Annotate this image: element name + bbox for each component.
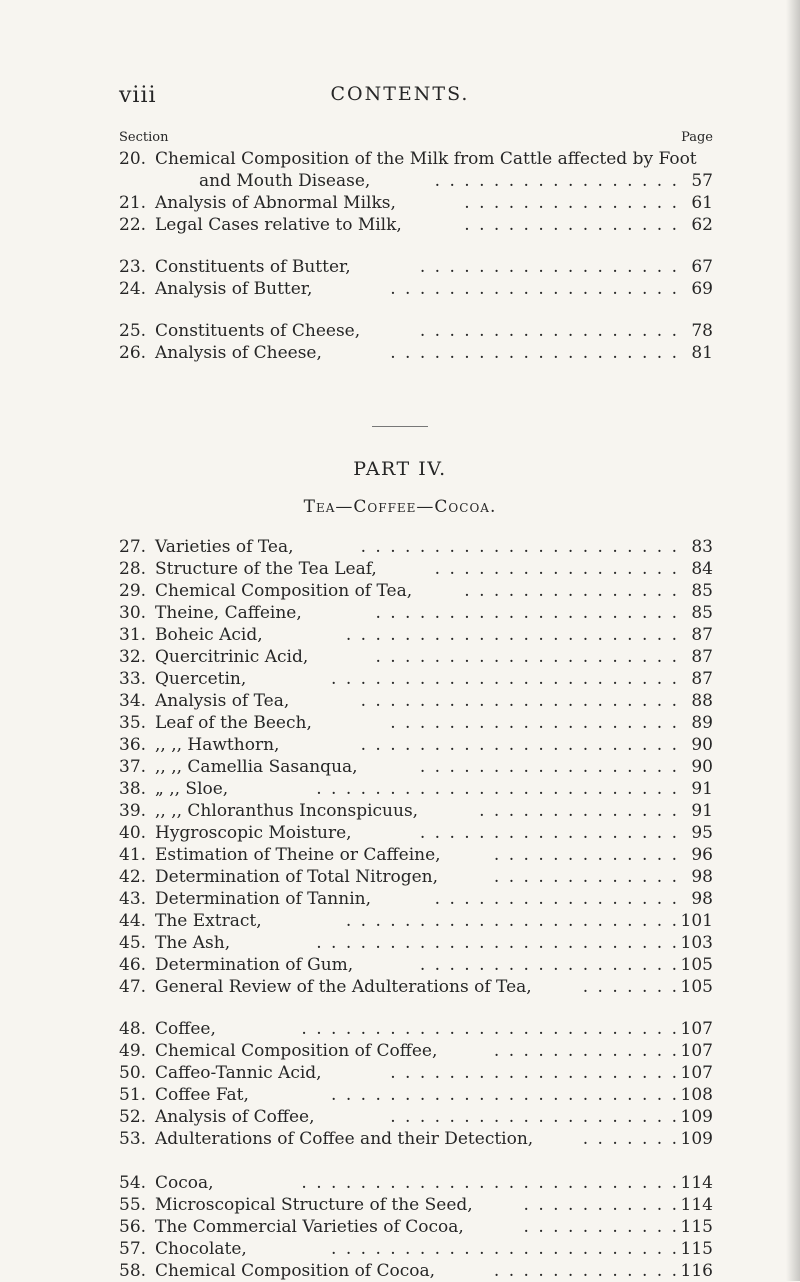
toc-entry [119, 602, 713, 624]
section-divider [372, 426, 428, 427]
entry-title: Coffee Fat, [155, 1085, 249, 1105]
entry-page-number: 87 [691, 625, 713, 645]
entry-title: Quercitrinic Acid, [155, 647, 309, 667]
dot-leader: . . . . . . . . . . . . . . . . . . . . . [375, 647, 679, 667]
toc-entry [119, 712, 713, 734]
toc-entry [119, 888, 713, 910]
entry-page-number: 115 [680, 1217, 713, 1237]
entry-title: Analysis of Butter, [155, 279, 313, 299]
entry-number: 55. [119, 1195, 147, 1215]
toc-entry [119, 1194, 713, 1216]
entry-number: 48. [119, 1019, 147, 1039]
entry-title: Constituents of Butter, [155, 257, 351, 277]
entry-page-number: 84 [691, 559, 713, 579]
toc-entry [119, 1040, 713, 1062]
entry-number: 44. [119, 911, 147, 931]
entry-number: 43. [119, 889, 147, 909]
entry-number: 50. [119, 1063, 147, 1083]
entry-page-number: 90 [691, 757, 713, 777]
entry-title: Determination of Tannin, [155, 889, 371, 909]
toc-entry [119, 1172, 713, 1194]
entry-page-number: 116 [680, 1261, 713, 1281]
dot-leader: . . . . . . . . . . . . . . . . . . . . . . . [345, 625, 679, 645]
entry-title: Microscopical Structure of the Seed, [155, 1195, 473, 1215]
entry-number: 31. [119, 625, 147, 645]
entry-title: Quercetin, [155, 669, 247, 689]
entry-page-number: 87 [691, 669, 713, 689]
entry-title: Chocolate, [155, 1239, 247, 1259]
entry-number: 58. [119, 1261, 147, 1281]
entry-title: The Ash, [155, 933, 231, 953]
toc-entry [119, 954, 713, 976]
entry-page-number: 114 [680, 1173, 713, 1193]
dot-leader: . . . . . . . . . . . . . . . . . . . . . . . . [331, 1239, 679, 1259]
toc-entry [119, 1238, 713, 1260]
entry-page-number: 107 [680, 1019, 713, 1039]
entry-title: Determination of Gum, [155, 955, 354, 975]
dot-leader: . . . . . . . . . . . . . . . . . [434, 559, 679, 579]
toc-entry [119, 866, 713, 888]
entry-title: Chemical Composition of the Milk from Cattle affected by Foot [155, 149, 697, 169]
dot-leader: . . . . . . . . . . . . . . . . . [434, 889, 679, 909]
dot-leader: . . . . . . . . . . . . . . . . . . . . [390, 1107, 679, 1127]
toc-entry [119, 148, 713, 192]
entry-title: Hygroscopic Moisture, [155, 823, 352, 843]
entry-number: 26. [119, 343, 147, 363]
toc-entry [119, 822, 713, 844]
part-title: PART IV. [353, 458, 447, 480]
entry-page-number: 91 [691, 801, 713, 821]
entry-page-number: 98 [691, 889, 713, 909]
entry-page-number: 98 [691, 867, 713, 887]
toc-entry [119, 536, 713, 558]
toc-entry [119, 558, 713, 580]
dot-leader: . . . . . . . . . . . . . [493, 845, 679, 865]
toc-entry [119, 932, 713, 954]
entry-title: ,, ,, Hawthorn, [155, 735, 280, 755]
entry-title: Boheic Acid, [155, 625, 263, 645]
toc-entry [119, 278, 713, 300]
dot-leader: . . . . . . . . . . . . . . . [464, 581, 679, 601]
dot-leader: . . . . . . . . . . . . . . . . . . [419, 955, 679, 975]
toc-entry [119, 1084, 713, 1106]
entry-page-number: 105 [680, 977, 713, 997]
entry-page-number: 88 [691, 691, 713, 711]
dot-leader: . . . . . . . . . . . [523, 1217, 679, 1237]
toc-entry [119, 910, 713, 932]
entry-number: 39. [119, 801, 147, 821]
toc-entry [119, 668, 713, 690]
entry-number: 54. [119, 1173, 147, 1193]
toc-entry [119, 214, 713, 236]
entry-number: 34. [119, 691, 147, 711]
toc-entry [119, 256, 713, 278]
dot-leader: . . . . . . . . . . . . . [493, 1261, 679, 1281]
toc-entry [119, 192, 713, 214]
toc-entry [119, 976, 713, 998]
toc-entry [119, 734, 713, 756]
dot-leader: . . . . . . . . . . . . . . . . . . . . . . [360, 735, 679, 755]
entry-page-number: 57 [691, 171, 713, 191]
entry-number: 35. [119, 713, 147, 733]
entry-page-number: 103 [680, 933, 713, 953]
page-number: viii [119, 83, 157, 108]
entry-page-number: 85 [691, 603, 713, 623]
entry-title: Varieties of Tea, [155, 537, 294, 557]
dot-leader: . . . . . . . . . . . . . . . . . . . . . [375, 603, 679, 623]
page-edge-shadow [786, 0, 800, 1281]
section-column-label: Section [119, 130, 169, 145]
entry-number: 36. [119, 735, 147, 755]
entry-number: 20. [119, 149, 147, 169]
entry-title: Constituents of Cheese, [155, 321, 361, 341]
entry-title: Legal Cases relative to Milk, [155, 215, 402, 235]
entry-title: Determination of Total Nitrogen, [155, 867, 438, 887]
dot-leader: . . . . . . . . . . . . . . . [464, 215, 679, 235]
entry-page-number: 85 [691, 581, 713, 601]
toc-entry [119, 624, 713, 646]
entry-number: 27. [119, 537, 147, 557]
entry-number: 38. [119, 779, 147, 799]
page-header [0, 83, 800, 123]
entry-number: 37. [119, 757, 147, 777]
toc-entry [119, 320, 713, 342]
dot-leader: . . . . . . . . . . . . . . . [464, 193, 679, 213]
column-labels [119, 130, 713, 148]
entry-number: 41. [119, 845, 147, 865]
dot-leader: . . . . . . . . . . . . . . . . . . . . . . . [345, 911, 679, 931]
entry-number: 51. [119, 1085, 147, 1105]
dot-leader: . . . . . . . . . . . . . . . . . . . . . . . . . . [301, 1019, 679, 1039]
entry-page-number: 109 [680, 1107, 713, 1127]
dot-leader: . . . . . . . . . . . [523, 1195, 679, 1215]
dot-leader: . . . . . . . . . . . . . . . . . . . . [390, 279, 679, 299]
toc-entry [119, 1260, 713, 1282]
entry-number: 46. [119, 955, 147, 975]
dot-leader: . . . . . . . . . . . . . . . . . . [419, 257, 679, 277]
entry-page-number: 115 [680, 1239, 713, 1259]
entry-title: Coffee, [155, 1019, 216, 1039]
entry-page-number: 101 [680, 911, 713, 931]
entry-title: General Review of the Adulterations of Tea, [155, 977, 532, 997]
entry-page-number: 90 [691, 735, 713, 755]
dot-leader: . . . . . . . . . . . . . . . . . . [419, 757, 679, 777]
entry-page-number: 105 [680, 955, 713, 975]
toc-entry [119, 580, 713, 602]
dot-leader: . . . . . . . . . . . . . . . . . . . . [390, 343, 679, 363]
entry-title: Chemical Composition of Tea, [155, 581, 413, 601]
toc-entry [119, 1128, 713, 1150]
entry-number: 42. [119, 867, 147, 887]
entry-number: 33. [119, 669, 147, 689]
entry-title: Analysis of Abnormal Milks, [155, 193, 396, 213]
entry-page-number: 114 [680, 1195, 713, 1215]
entry-number: 21. [119, 193, 147, 213]
entry-number: 22. [119, 215, 147, 235]
entry-title: Chemical Composition of Cocoa, [155, 1261, 436, 1281]
entry-title: Chemical Composition of Coffee, [155, 1041, 438, 1061]
entry-page-number: 96 [691, 845, 713, 865]
dot-leader: . . . . . . . . . . . . . . . . . . . . . . . . . . [301, 1173, 679, 1193]
dot-leader: . . . . . . . . . . . . . . . . . . . . . . [360, 537, 679, 557]
dot-leader: . . . . . . . . . . . . . . . . . . . . [390, 1063, 679, 1083]
dot-leader: . . . . . . . . . . . . . . . . . . [419, 823, 679, 843]
entry-title: Structure of the Tea Leaf, [155, 559, 377, 579]
entry-page-number: 107 [680, 1063, 713, 1083]
toc-entry [119, 756, 713, 778]
dot-leader: . . . . . . . . . . . . . . . . . . [419, 321, 679, 341]
entry-title: Analysis of Cheese, [155, 343, 322, 363]
running-title: CONTENTS. [330, 83, 470, 105]
entry-number: 30. [119, 603, 147, 623]
toc-entry [119, 844, 713, 866]
toc-entry [119, 1018, 713, 1040]
entry-number: 47. [119, 977, 147, 997]
dot-leader: . . . . . . . . . . . . . . . . . [434, 171, 679, 191]
dot-leader: . . . . . . . . . . . . . . . . . . . . . . [360, 691, 679, 711]
entry-number: 25. [119, 321, 147, 341]
entry-page-number: 109 [680, 1129, 713, 1149]
dot-leader: . . . . . . . . . . . . . . . . . . . . . . . . [331, 669, 679, 689]
entry-title: Leaf of the Beech, [155, 713, 312, 733]
entry-page-number: 69 [691, 279, 713, 299]
entry-number: 28. [119, 559, 147, 579]
entry-title: Caffeo-Tannic Acid, [155, 1063, 322, 1083]
toc-entry [119, 342, 713, 364]
entry-page-number: 67 [691, 257, 713, 277]
entry-page-number: 81 [691, 343, 713, 363]
entry-page-number: 78 [691, 321, 713, 341]
dot-leader: . . . . . . . . . . . . . [493, 867, 679, 887]
entry-number: 49. [119, 1041, 147, 1061]
toc-entry [119, 690, 713, 712]
dot-leader: . . . . . . . . . . . . . . . . . . . . [390, 713, 679, 733]
entry-title-continuation: and Mouth Disease, [199, 171, 371, 191]
entry-title: „ ,, Sloe, [155, 779, 229, 799]
entry-title: The Commercial Varieties of Cocoa, [155, 1217, 464, 1237]
dot-leader: . . . . . . . . . . . . . . . . . . . . . . . . . [316, 933, 679, 953]
entry-title: Cocoa, [155, 1173, 214, 1193]
entry-title: Estimation of Theine or Caffeine, [155, 845, 441, 865]
entry-number: 57. [119, 1239, 147, 1259]
dot-leader: . . . . . . . [582, 1129, 679, 1149]
entry-number: 23. [119, 257, 147, 277]
entry-title: Adulterations of Coffee and their Detection, [155, 1129, 534, 1149]
dot-leader: . . . . . . . . . . . . . . [479, 801, 679, 821]
entry-page-number: 83 [691, 537, 713, 557]
dot-leader: . . . . . . . . . . . . . [493, 1041, 679, 1061]
entry-number: 32. [119, 647, 147, 667]
entry-page-number: 91 [691, 779, 713, 799]
entry-page-number: 61 [691, 193, 713, 213]
entry-number: 24. [119, 279, 147, 299]
entry-title: ,, ,, Camellia Sasanqua, [155, 757, 358, 777]
entry-number: 52. [119, 1107, 147, 1127]
toc-entry [119, 1062, 713, 1084]
entry-number: 56. [119, 1217, 147, 1237]
entry-page-number: 107 [680, 1041, 713, 1061]
toc-entry [119, 1216, 713, 1238]
entry-number: 53. [119, 1129, 147, 1149]
entry-page-number: 89 [691, 713, 713, 733]
entry-page-number: 95 [691, 823, 713, 843]
entry-title: Analysis of Tea, [155, 691, 290, 711]
entry-title: The Extract, [155, 911, 262, 931]
dot-leader: . . . . . . . . . . . . . . . . . . . . . . . . [331, 1085, 679, 1105]
entry-number: 40. [119, 823, 147, 843]
toc-entry [119, 800, 713, 822]
entry-title: Analysis of Coffee, [155, 1107, 315, 1127]
entry-page-number: 87 [691, 647, 713, 667]
entry-number: 29. [119, 581, 147, 601]
entry-title: Theine, Caffeine, [155, 603, 302, 623]
toc-entry [119, 778, 713, 800]
part-subtitle: Tea—Coffee—Cocoa. [303, 497, 497, 517]
toc-entry [119, 1106, 713, 1128]
dot-leader: . . . . . . . . . . . . . . . . . . . . . . . . . [316, 779, 679, 799]
entry-page-number: 108 [680, 1085, 713, 1105]
entry-page-number: 62 [691, 215, 713, 235]
entry-number: 45. [119, 933, 147, 953]
dot-leader: . . . . . . . [582, 977, 679, 997]
page-column-label: Page [681, 130, 713, 145]
entry-title: ,, ,, Chloranthus Inconspicuus, [155, 801, 419, 821]
toc-entry [119, 646, 713, 668]
